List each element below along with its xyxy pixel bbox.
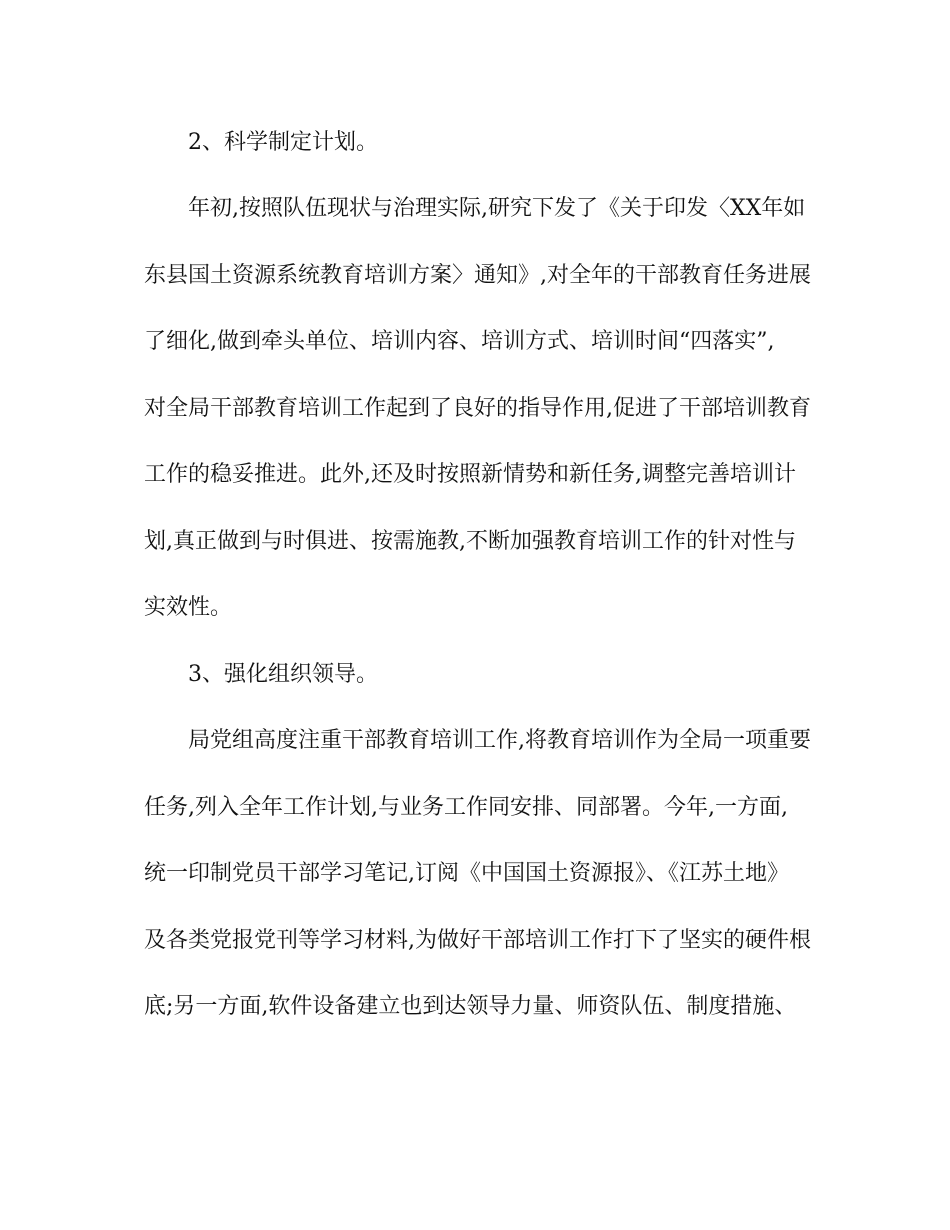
paragraph-line: 划,真正做到与时俱进、按需施教,不断加强教育培训工作的针对性与 [144, 529, 796, 554]
paragraph-line: 任务,列入全年工作计划,与业务工作同安排、同部署。今年,一方面, [144, 795, 788, 820]
paragraph-line: 及各类党报党刊等学习材料,为做好干部培训工作打下了坚实的硬件根 [144, 928, 811, 953]
paragraph-line: 统一印制党员干部学习笔记,订阅《中国国土资源报》、《江苏土地》 [144, 861, 789, 886]
paragraph-line: 了细化,做到牵头单位、培训内容、培训方式、培训时间“四落实”, [144, 329, 775, 354]
paragraph-line: 底;另一方面,软件设备建立也到达领导力量、师资队伍、制度措施、 [144, 994, 797, 1019]
paragraph-line: 工作的稳妥推进。此外,还及时按照新情势和新任务,调整完善培训计 [144, 462, 796, 487]
paragraph-line: 局党组高度注重干部教育培训工作,将教育培训作为全局一项重要 [188, 728, 811, 753]
paragraph-line: 实效性。 [144, 595, 233, 620]
section-heading: 2、科学制定计划。 [188, 130, 378, 155]
paragraph-line: 东县国土资源系统教育培训方案〉通知》,对全年的干部教育任务进展 [144, 263, 811, 288]
paragraph-line: 年初,按照队伍现状与治理实际,研究下发了《关于印发〈XX年如 [188, 196, 806, 221]
paragraph-line: 对全局干部教育培训工作起到了良好的指导作用,促进了干部培训教育 [144, 396, 811, 421]
section-heading: 3、强化组织领导。 [188, 662, 378, 687]
